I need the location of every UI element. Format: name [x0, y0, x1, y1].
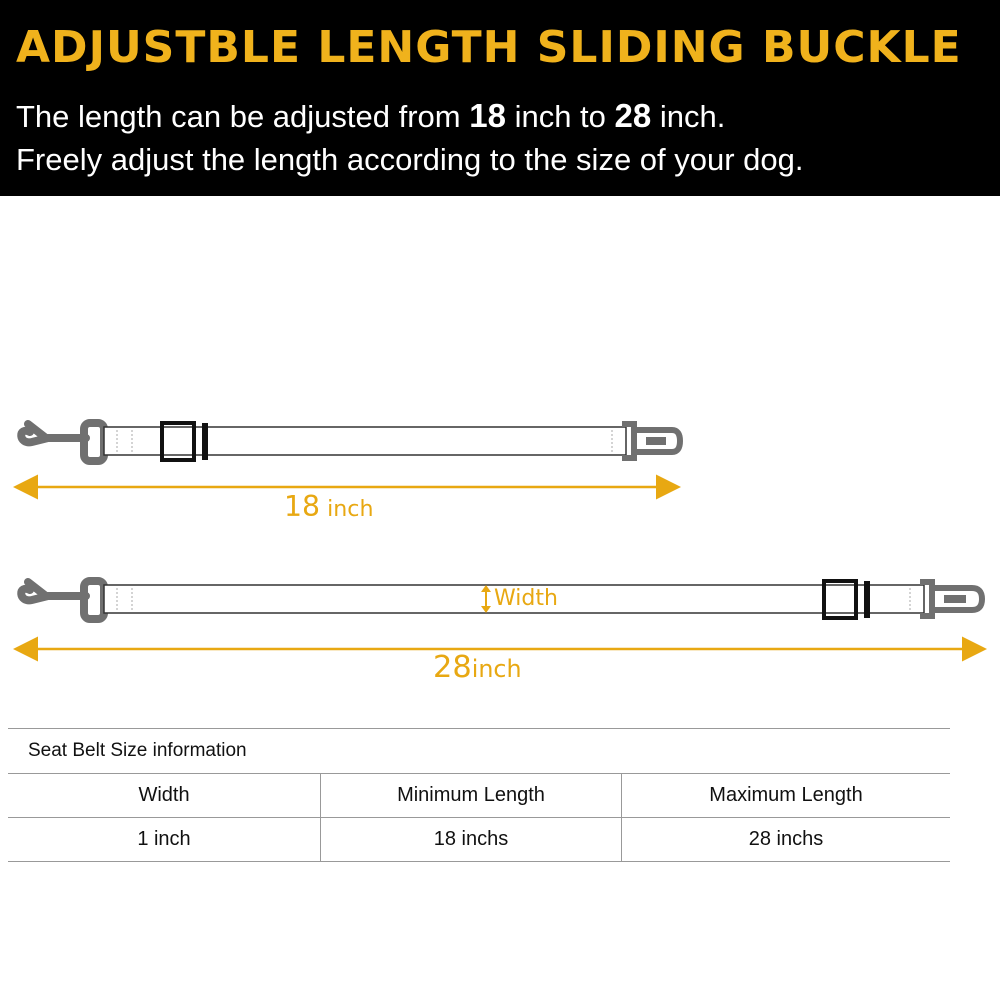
table-header-row	[8, 774, 950, 818]
long-length-value: 28	[433, 650, 472, 685]
header-width: Width	[8, 774, 321, 818]
page-title: ADJUSTBLE LENGTH SLIDING BUCKLE	[16, 22, 962, 73]
table-row	[8, 818, 950, 862]
latch-plate-icon	[622, 424, 680, 458]
short-length-unit: inch	[320, 496, 374, 522]
long-length-unit: inch	[471, 655, 522, 683]
cell-max-length: 28 inchs	[622, 818, 951, 862]
snap-hook-icon	[21, 581, 104, 619]
header-min-length: Minimum Length	[321, 774, 622, 818]
cell-width: 1 inch	[8, 818, 321, 862]
short-length-value: 18	[284, 490, 321, 523]
short-strap	[21, 423, 680, 461]
width-label: Width	[494, 586, 558, 611]
length-text-part: inch to	[505, 99, 615, 134]
adjust-description: Freely adjust the length according to the size of your dog.	[16, 142, 804, 177]
short-length-label	[284, 490, 373, 523]
max-length-value: 28	[614, 97, 652, 134]
size-table	[8, 728, 950, 862]
header-max-length: Maximum Length	[622, 774, 951, 818]
length-text-part: The length can be adjusted from	[16, 99, 470, 134]
min-length-value: 18	[469, 97, 506, 134]
snap-hook-icon	[21, 423, 104, 461]
latch-plate-icon	[920, 582, 982, 616]
table-caption-row	[8, 729, 950, 774]
table-caption: Seat Belt Size information	[8, 729, 950, 774]
length-range-text	[16, 97, 725, 135]
cell-min-length: 18 inchs	[321, 818, 622, 862]
length-text-part: inch.	[651, 99, 726, 134]
long-length-label	[433, 650, 522, 685]
header-banner	[0, 0, 1000, 196]
